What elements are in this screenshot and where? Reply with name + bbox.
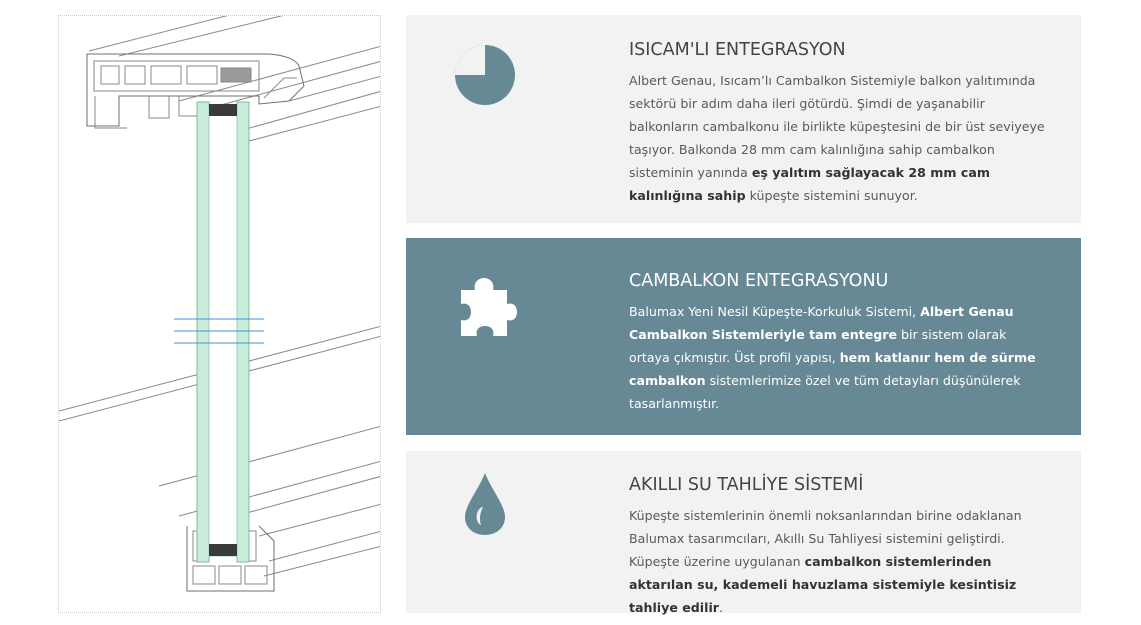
feature-card-smart-drainage bbox=[406, 451, 1081, 613]
body-text: Albert Genau, Isıcam’lı Cambalkon Sistemiyle balkon yalıtımında sektörü bir adım daha ileri götürdü. Şimdi de yaşanabilir balkonların cambalkonu ile birlikte küpeştesini de bir üst seviyeye taşıyor. Balkonda 28 mm cam kalınlığına sahip cambalkon sisteminin yanında bbox=[629, 73, 1045, 180]
glass-pane bbox=[197, 102, 249, 562]
profile-section-drawing bbox=[58, 15, 381, 613]
body-text: . bbox=[718, 600, 723, 615]
emphasis-text: eş yalıtım sağlayacak 28 mm cam kalınlığına sahip bbox=[629, 165, 990, 203]
pie-chart-icon bbox=[453, 43, 517, 107]
body-text: küpeşte sistemini sunuyor. bbox=[745, 188, 918, 203]
feature-title: ISICAM'LI ENTEGRASYON bbox=[629, 40, 846, 60]
body-text: Balumax Yeni Nesil Küpeşte-Korkuluk Sistemi, bbox=[629, 304, 921, 319]
feature-card-insulated-glass bbox=[406, 15, 1081, 223]
emphasis-text: Albert Genau Cambalkon Sistemleriyle tam entegre bbox=[629, 304, 1014, 342]
water-drop-icon bbox=[453, 471, 517, 535]
body-text: bir sistem olarak ortaya çıkmıştır. Üst profil yapısı, bbox=[629, 327, 1007, 365]
feature-description bbox=[629, 300, 1049, 415]
feature-description bbox=[629, 504, 1049, 619]
body-text: sistemlerimize özel ve tüm detayları düşünülerek tasarlanmıştır. bbox=[629, 373, 1021, 411]
railing-profile-illustration bbox=[59, 16, 381, 613]
emphasis-text: cambalkon sistemlerinden aktarılan su, kademeli havuzlama sistemiyle kesintisiz tahliye edilir bbox=[629, 554, 1017, 615]
body-text: Küpeşte sistemlerinin önemli noksanlarından birine odaklanan Balumax tasarımcıları, Akıllı Su Tahliyesi sistemini geliştirdi. Küpeşte üzerine uygulanan bbox=[629, 508, 1022, 569]
feature-card-cambalkon-integration bbox=[406, 238, 1081, 435]
feature-title: AKILLI SU TAHLİYE SİSTEMİ bbox=[629, 475, 864, 495]
puzzle-icon bbox=[453, 276, 517, 340]
emphasis-text: hem katlanır hem de sürme cambalkon bbox=[629, 350, 1036, 388]
feature-description bbox=[629, 69, 1049, 207]
feature-title: CAMBALKON ENTEGRASYONU bbox=[629, 271, 889, 291]
